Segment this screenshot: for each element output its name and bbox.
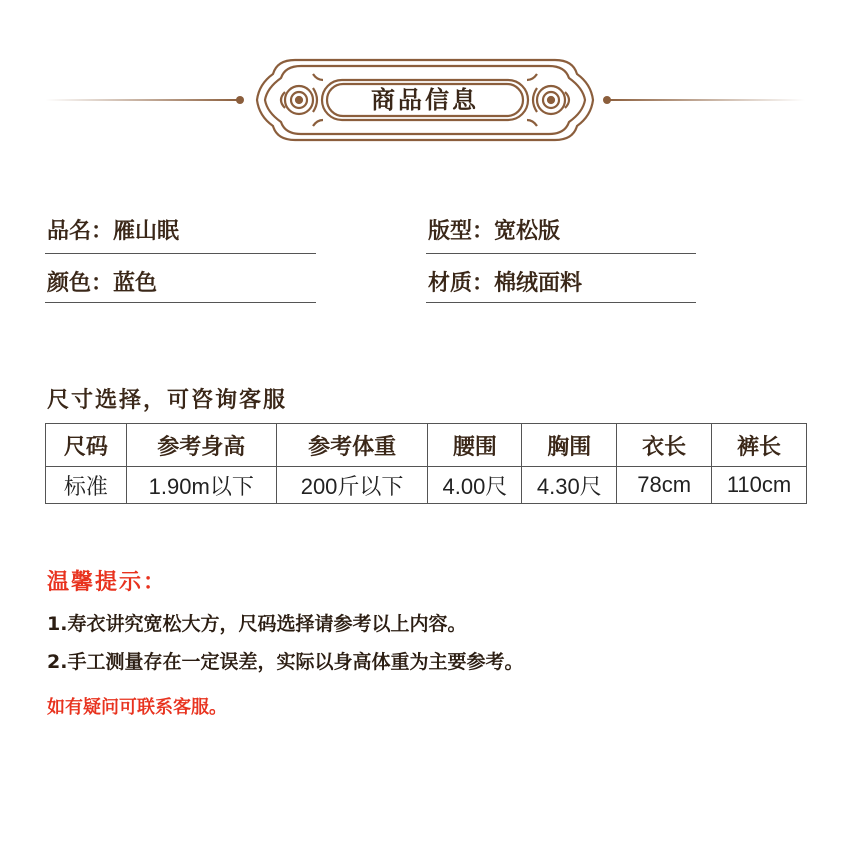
product-color-value: 蓝色 [113,271,158,296]
cell-top-length: 78cm [617,467,712,504]
column-header-weight: 参考体重 [276,424,428,467]
product-fit-underline [426,253,696,254]
cell-height: 1.90m以下 [126,467,276,504]
product-fit [428,214,560,245]
cell-pants-length: 110cm [712,467,807,504]
column-header-height: 参考身高 [126,424,276,467]
product-material [428,266,582,297]
product-fit-label: 版型： [428,219,495,244]
header-divider-right [606,99,805,101]
product-color-label: 颜色： [47,271,114,296]
product-material-label: 材质： [428,271,495,296]
cell-waist: 4.00尺 [428,467,522,504]
product-fit-value: 宽松版 [494,219,561,244]
tips-title: 温馨提示： [47,570,168,595]
header-dot-left [236,96,244,104]
size-section-title: 尺寸选择，可咨询客服 [47,388,288,413]
tip-item-2: 2.手工测量存在一定误差，实际以身高体重为主要参考。 [47,651,524,673]
size-table-header-row [46,424,807,467]
product-material-underline [426,302,696,303]
product-color [47,266,157,297]
column-header-size: 尺码 [46,424,127,467]
column-header-waist: 腰围 [428,424,522,467]
page-title: 商品信息 [371,86,479,114]
contact-note: 如有疑问可联系客服。 [47,697,227,718]
product-name-label: 品名： [47,219,114,244]
header-dot-right [603,96,611,104]
table-row [46,467,807,504]
column-header-pants-length: 裤长 [712,424,807,467]
size-table [45,423,807,504]
product-color-underline [45,302,316,303]
cell-size: 标准 [46,467,127,504]
cell-chest: 4.30尺 [522,467,617,504]
cell-weight: 200斤以下 [276,467,428,504]
product-material-value: 棉绒面料 [494,271,583,296]
header-divider-left [45,99,240,101]
product-name [47,214,179,245]
product-name-underline [45,253,316,254]
column-header-chest: 胸围 [522,424,617,467]
column-header-top-length: 衣长 [617,424,712,467]
tip-item-1: 1.寿衣讲究宽松大方，尺码选择请参考以上内容。 [47,613,467,635]
product-name-value: 雁山眠 [113,219,180,244]
